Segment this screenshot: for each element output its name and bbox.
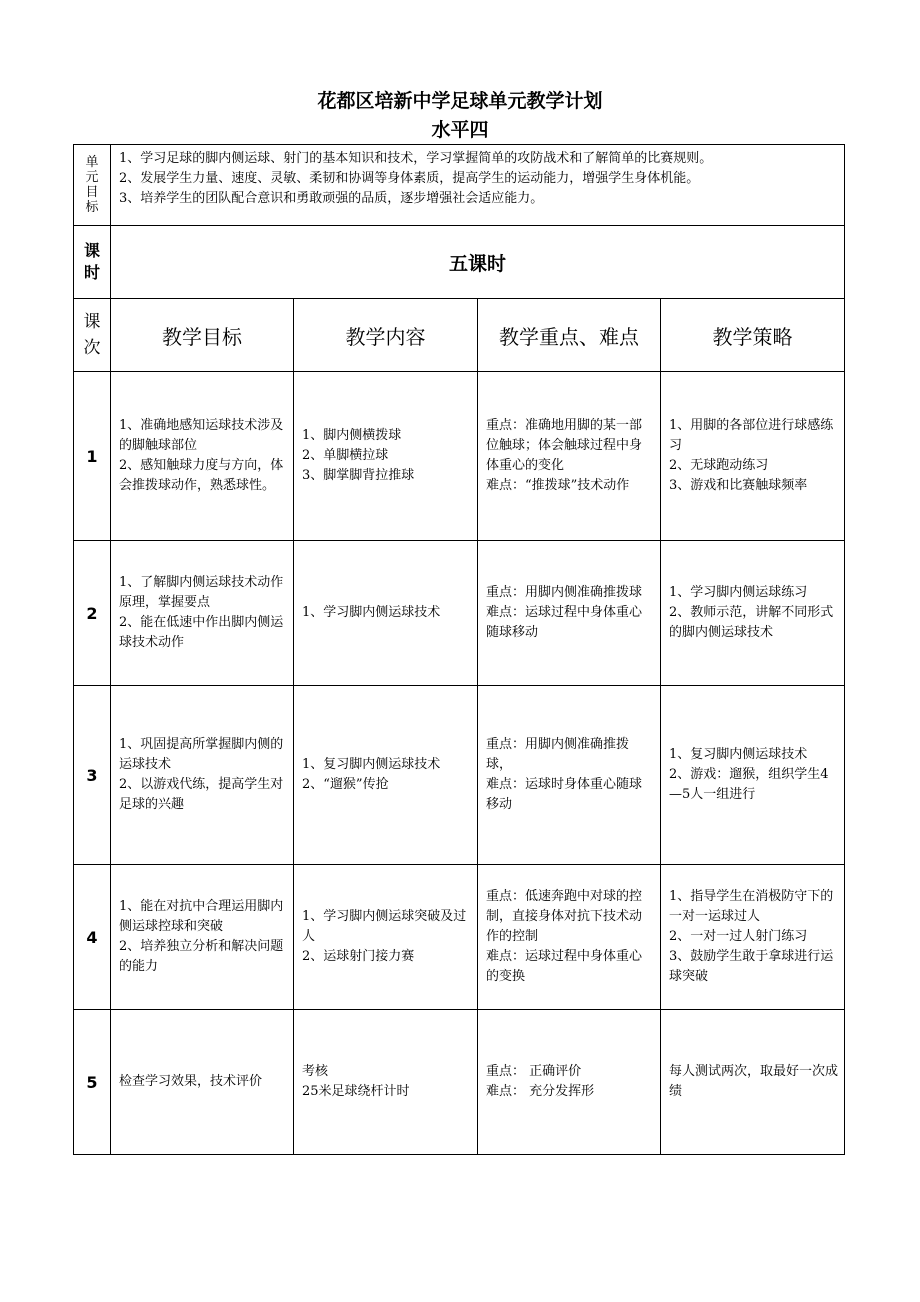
lesson-content xyxy=(294,372,478,541)
key-point-line: 重点：用脚内侧准确推拨球 xyxy=(486,585,643,600)
key-point-line: 难点：运球过程中身体重心的变换 xyxy=(486,949,643,984)
content-line: 2、单脚横拉球 xyxy=(302,448,389,463)
lesson-number: 4 xyxy=(74,865,111,1010)
content-line: 考核 xyxy=(302,1064,329,1079)
lesson-content xyxy=(294,1010,478,1155)
lesson-objectives xyxy=(111,686,294,865)
lesson-count-value: 五课时 xyxy=(111,226,845,299)
key-point-line: 重点： 正确评价 xyxy=(486,1064,582,1079)
unit-goal-item: 2、发展学生力量、速度、灵敏、柔韧和协调等身体素质，提高学生的运动能力，增强学生身体机能。 xyxy=(119,171,700,186)
lesson-strategy xyxy=(661,541,845,686)
strategy-line: 1、复习脚内侧运球技术 xyxy=(669,747,808,762)
lesson-strategy xyxy=(661,865,845,1010)
column-header-row xyxy=(74,299,845,372)
lesson-count-row xyxy=(74,226,845,299)
key-point-line: 难点：“推拨球”技术动作 xyxy=(486,478,630,493)
objective-line: 2、培养独立分析和解决问题的能力 xyxy=(119,939,284,974)
content-line: 2、“遛猴”传抢 xyxy=(302,777,389,792)
lesson-count-label-char: 时 xyxy=(83,263,100,282)
lesson-objectives xyxy=(111,865,294,1010)
strategy-line: 1、用脚的各部位进行球感练习 xyxy=(669,418,834,453)
content-line: 1、复习脚内侧运球技术 xyxy=(302,757,441,772)
key-point-line: 重点：低速奔跑中对球的控制，直接身体对抗下技术动作的控制 xyxy=(486,889,643,944)
header-strategy: 教学策略 xyxy=(661,299,845,372)
lesson-row-1 xyxy=(74,372,845,541)
lesson-row-3 xyxy=(74,686,845,865)
header-lesson-number-char: 次 xyxy=(83,338,101,358)
key-point-line: 难点：运球时身体重心随球移动 xyxy=(486,777,643,812)
lesson-number: 3 xyxy=(74,686,111,865)
unit-goal-item: 3、培养学生的团队配合意识和勇敢顽强的品质，逐步增强社会适应能力。 xyxy=(119,191,544,206)
lesson-key-points xyxy=(478,372,661,541)
strategy-line: 2、无球跑动练习 xyxy=(669,458,769,473)
header-key-points: 教学重点、难点 xyxy=(478,299,661,372)
unit-goals-cell xyxy=(111,145,845,226)
objective-line: 2、感知触球力度与方向，体会推拨球动作，熟悉球性。 xyxy=(119,458,284,493)
header-lesson-number-char: 课 xyxy=(83,312,101,332)
document-subtitle: 水平四 xyxy=(431,119,489,141)
lesson-strategy xyxy=(661,1010,845,1155)
lesson-key-points xyxy=(478,541,661,686)
document-title: 花都区培新中学足球单元教学计划 xyxy=(317,90,603,112)
strategy-line: 2、教师示范，讲解不同形式的脚内侧运球技术 xyxy=(669,605,834,640)
lesson-number: 1 xyxy=(74,372,111,541)
lesson-objectives xyxy=(111,541,294,686)
content-line: 2、运球射门接力赛 xyxy=(302,949,415,964)
content-line: 1、脚内侧横拨球 xyxy=(302,428,402,443)
unit-goals-label-char: 目 xyxy=(85,185,99,200)
lesson-number: 5 xyxy=(74,1010,111,1155)
objective-line: 1、准确地感知运球技术涉及的脚触球部位 xyxy=(119,418,284,453)
lesson-number: 2 xyxy=(74,541,111,686)
strategy-line: 1、学习脚内侧运球练习 xyxy=(669,585,808,600)
lesson-objectives xyxy=(111,1010,294,1155)
content-line: 1、学习脚内侧运球突破及过人 xyxy=(302,909,467,944)
lesson-key-points xyxy=(478,865,661,1010)
lesson-row-5 xyxy=(74,1010,845,1155)
objective-line: 1、能在对抗中合理运用脚内侧运球控球和突破 xyxy=(119,899,284,934)
strategy-line: 1、指导学生在消极防守下的一对一运球过人 xyxy=(669,889,834,924)
unit-goals-label-char: 元 xyxy=(85,170,99,185)
lesson-count-label-char: 课 xyxy=(83,241,100,260)
unit-goals-label xyxy=(74,145,111,226)
lesson-objectives xyxy=(111,372,294,541)
objective-line: 2、以游戏代练，提高学生对足球的兴趣 xyxy=(119,777,284,812)
lesson-content xyxy=(294,686,478,865)
objective-line: 2、能在低速中作出脚内侧运球技术动作 xyxy=(119,615,284,650)
unit-goal-item: 1、学习足球的脚内侧运球、射门的基本知识和技术，学习掌握简单的攻防战术和了解简单的比赛规则。 xyxy=(119,151,713,166)
objective-line: 1、巩固提高所掌握脚内侧的运球技术 xyxy=(119,737,284,772)
content-line: 3、脚掌脚背拉推球 xyxy=(302,468,415,483)
lesson-strategy xyxy=(661,372,845,541)
lesson-content xyxy=(294,541,478,686)
header-content: 教学内容 xyxy=(294,299,478,372)
key-point-line: 重点：准确地用脚的某一部位触球；体会触球过程中身体重心的变化 xyxy=(486,418,643,473)
unit-goals-label-char: 标 xyxy=(85,200,99,215)
lesson-strategy xyxy=(661,686,845,865)
key-point-line: 重点：用脚内侧准确推拨球， xyxy=(486,737,630,772)
lesson-row-2 xyxy=(74,541,845,686)
lesson-row-4 xyxy=(74,865,845,1010)
key-point-line: 难点：运球过程中身体重心随球移动 xyxy=(486,605,643,640)
strategy-line: 每人测试两次，取最好一次成绩 xyxy=(669,1064,839,1099)
strategy-line: 2、一对一过人射门练习 xyxy=(669,929,808,944)
lesson-content xyxy=(294,865,478,1010)
lesson-key-points xyxy=(478,686,661,865)
lesson-count-label xyxy=(74,226,111,299)
strategy-line: 2、游戏：遛猴，组织学生4—5人一组进行 xyxy=(669,767,829,802)
header-objectives: 教学目标 xyxy=(111,299,294,372)
strategy-line: 3、游戏和比赛触球频率 xyxy=(669,478,808,493)
content-line: 25米足球绕杆计时 xyxy=(302,1084,410,1099)
unit-goals-label-char: 单 xyxy=(85,155,99,170)
header-lesson-number xyxy=(74,299,111,372)
unit-plan-table xyxy=(73,144,845,1155)
objective-line: 1、了解脚内侧运球技术动作原理，掌握要点 xyxy=(119,575,284,610)
key-point-line: 难点： 充分发挥形 xyxy=(486,1084,595,1099)
lesson-key-points xyxy=(478,1010,661,1155)
objective-line: 检查学习效果，技术评价 xyxy=(119,1074,263,1089)
unit-goals-row xyxy=(74,145,845,226)
strategy-line: 3、鼓励学生敢于拿球进行运球突破 xyxy=(669,949,834,984)
content-line: 1、学习脚内侧运球技术 xyxy=(302,605,441,620)
